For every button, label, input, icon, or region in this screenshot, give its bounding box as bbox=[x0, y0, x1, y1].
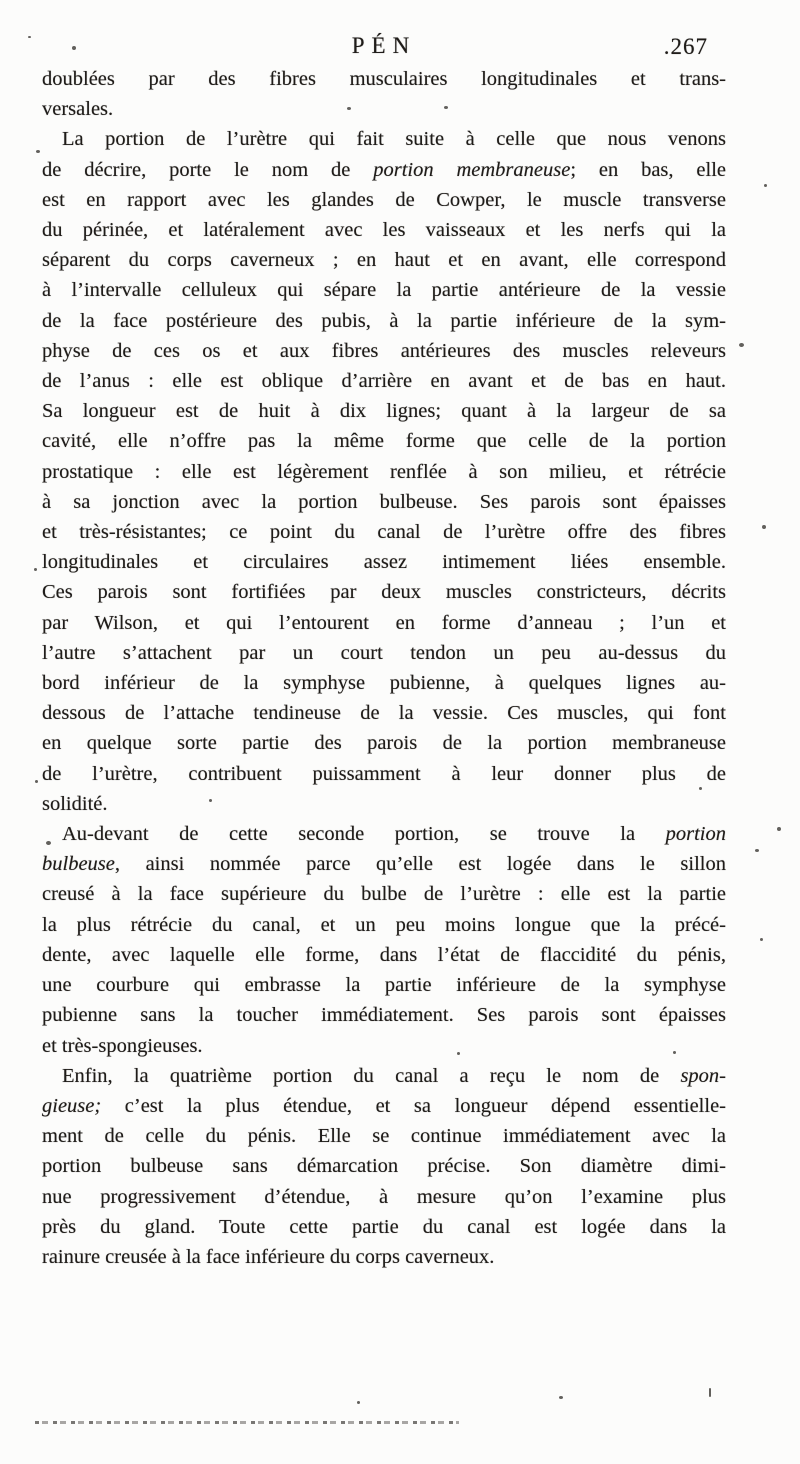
text-line: longitudinales et circulaires assez intimement liées ensemble. bbox=[42, 551, 726, 574]
text-line: prostatique : elle est légèrement renflée à son milieu, et rétrécie bbox=[42, 460, 726, 483]
text-line: Enfin, la quatrième portion du canal a reçu le nom de spon- bbox=[62, 1064, 726, 1087]
bleed-through-artifact bbox=[35, 1421, 459, 1424]
scan-speck bbox=[72, 46, 76, 50]
text-line: portion bulbeuse sans démarcation précise. Son diamètre dimi- bbox=[42, 1155, 726, 1178]
text-line: de la face postérieure des pubis, à la partie inférieure de la sym- bbox=[42, 309, 726, 332]
scan-speck bbox=[28, 36, 31, 38]
scan-speck bbox=[209, 799, 212, 802]
text-line: de l’urètre, contribuent puissamment à leur donner plus de bbox=[42, 762, 726, 785]
text-line: de décrire, porte le nom de portion membraneuse; en bas, elle bbox=[42, 158, 726, 181]
text-line: dente, avec laquelle elle forme, dans l’état de flaccidité du pénis, bbox=[42, 943, 726, 966]
page-body bbox=[42, 64, 726, 1272]
text-line: creusé à la face supérieure du bulbe de l’urètre : elle est la partie bbox=[42, 883, 726, 906]
text-line: et très-résistantes; ce point du canal de l’urètre offre des fibres bbox=[42, 521, 726, 544]
text-line: du périnée, et latéralement avec les vaisseaux et les nerfs qui la bbox=[42, 219, 726, 242]
text-line: doublées par des fibres musculaires longitudinales et trans- bbox=[42, 68, 726, 90]
running-head-title: PÉN bbox=[351, 33, 417, 58]
scan-speck bbox=[444, 106, 448, 109]
text-line: dessous de l’attache tendineuse de la vessie. Ces muscles, qui font bbox=[42, 702, 726, 725]
scan-speck bbox=[36, 150, 40, 153]
scan-speck bbox=[559, 1396, 563, 1399]
scan-speck bbox=[35, 780, 38, 783]
text-line: près du gland. Toute cette partie du canal est logée dans la bbox=[42, 1215, 726, 1238]
text-line: Au-devant de cette seconde portion, se trouve la portion bbox=[62, 823, 726, 846]
text-line: est en rapport avec les glandes de Cowper, le muscle transverse bbox=[42, 188, 726, 211]
text-line: solidité. bbox=[42, 792, 108, 815]
text-line: physe de ces os et aux fibres antérieures des muscles releveurs bbox=[42, 339, 726, 362]
text-line: ment de celle du pénis. Elle se continue immédiatement avec la bbox=[42, 1125, 726, 1148]
text-line: par Wilson, et qui l’entourent en forme d’anneau ; l’un et bbox=[42, 611, 726, 634]
scan-speck bbox=[46, 841, 51, 845]
scan-speck bbox=[777, 827, 781, 831]
text-line: à sa jonction avec la portion bulbeuse. Ses parois sont épaisses bbox=[42, 490, 726, 513]
text-line: nue progressivement d’étendue, à mesure qu’on l’examine plus bbox=[42, 1185, 726, 1208]
text-line: une courbure qui embrasse la partie inférieure de la symphyse bbox=[42, 974, 726, 997]
text-line: séparent du corps caverneux ; en haut et en avant, elle correspond bbox=[42, 249, 726, 272]
text-line: à l’intervalle celluleux qui sépare la partie antérieure de la vessie bbox=[42, 279, 726, 302]
scan-speck bbox=[762, 525, 766, 529]
scan-speck bbox=[34, 568, 37, 571]
scan-speck bbox=[755, 849, 759, 852]
scan-speck bbox=[760, 938, 763, 941]
text-line: cavité, elle n’offre pas la même forme que celle de la portion bbox=[42, 430, 726, 453]
text-line: bord inférieur de la symphyse pubienne, à quelques lignes au- bbox=[42, 672, 726, 695]
scan-speck bbox=[709, 1388, 711, 1397]
text-line: Sa longueur est de huit à dix lignes; quant à la largeur de sa bbox=[42, 400, 726, 423]
text-line: l’autre s’attachent par un court tendon un peu au-dessus du bbox=[42, 641, 726, 664]
text-line: en quelque sorte partie des parois de la portion membraneuse bbox=[42, 732, 726, 755]
page-number: .267 bbox=[663, 34, 708, 59]
text-line: La portion de l’urètre qui fait suite à celle que nous venons bbox=[62, 128, 726, 151]
scan-speck bbox=[699, 787, 702, 790]
text-line: versales. bbox=[42, 98, 114, 121]
scan-speck bbox=[739, 343, 744, 347]
scan-speck bbox=[764, 184, 767, 187]
text-line: Ces parois sont fortifiées par deux muscles constricteurs, décrits bbox=[42, 581, 726, 604]
scan-speck bbox=[347, 107, 351, 110]
scan-speck bbox=[673, 1051, 676, 1054]
text-line: de l’anus : elle est oblique d’arrière en avant et de bas en haut. bbox=[42, 370, 726, 393]
text-line: la plus rétrécie du canal, et un peu moins longue que la précé- bbox=[42, 913, 726, 936]
scan-speck bbox=[357, 1401, 360, 1404]
text-line: gieuse; c’est la plus étendue, et sa longueur dépend essentielle- bbox=[42, 1094, 726, 1117]
text-line: pubienne sans la toucher immédiatement. Ses parois sont épaisses bbox=[42, 1004, 726, 1027]
text-line: et très-spongieuses. bbox=[42, 1034, 203, 1057]
text-line: bulbeuse, ainsi nommée parce qu’elle est logée dans le sillon bbox=[42, 853, 726, 876]
text-line: rainure creusée à la face inférieure du corps caverneux. bbox=[42, 1245, 495, 1268]
scan-speck bbox=[457, 1052, 460, 1055]
